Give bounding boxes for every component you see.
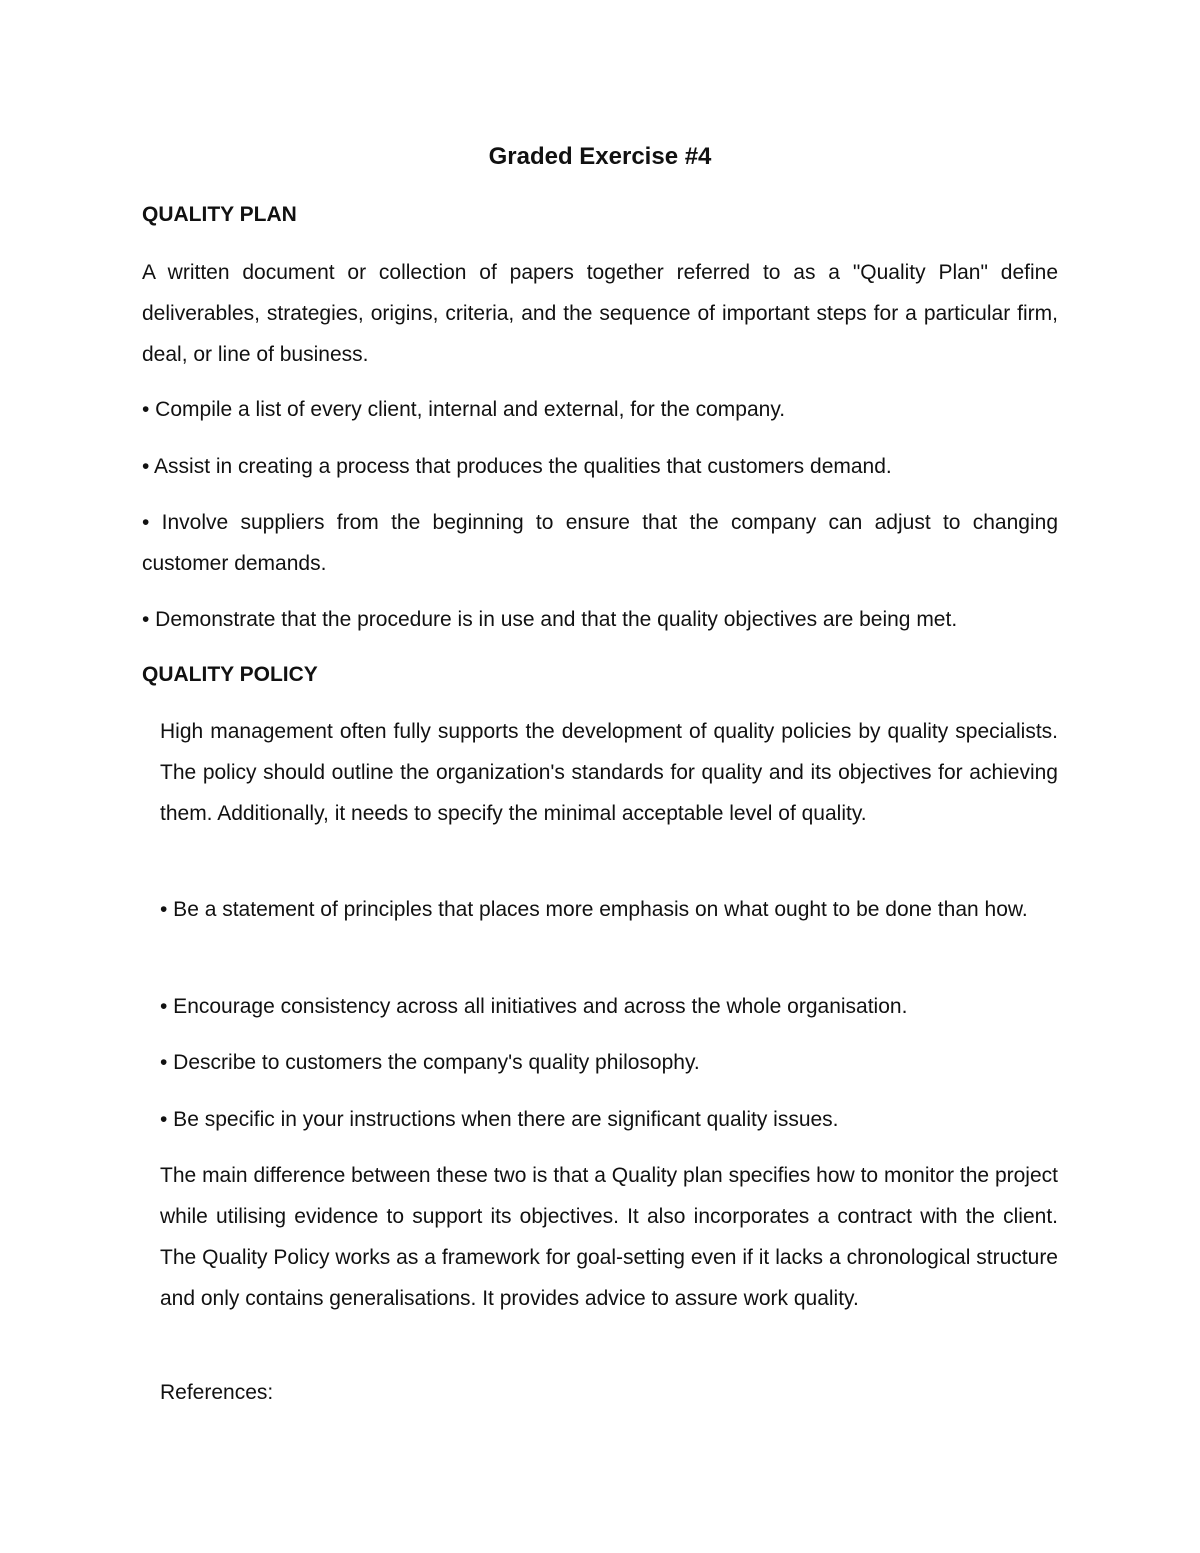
quality-policy-bullet-1: • Be a statement of principles that places more emphasis on what ought to be done than how. [160,898,1028,921]
quality-policy-bullet-4: • Be specific in your instructions when there are significant quality issues. [160,1108,839,1131]
quality-plan-intro: A written document or collection of papers together referred to as a "Quality Plan" define deliverables, strategies, origins, criteria, and the sequence of important steps for a particular firm, deal, or line of business. [142,261,1058,366]
document-title: Graded Exercise #4 [488,143,712,170]
quality-policy-bullet-2: • Encourage consistency across all initiatives and across the whole organisation. [160,995,908,1018]
quality-plan-bullet-1: • Compile a list of every client, internal and external, for the company. [142,398,786,421]
quality-plan-bullet-3: • Involve suppliers from the beginning to ensure that the company can adjust to changing customer demands. [142,511,1058,575]
quality-plan-bullet-2: • Assist in creating a process that produces the qualities that customers demand. [142,455,892,478]
quality-plan-bullet-4: • Demonstrate that the procedure is in use and that the quality objectives are being met. [142,608,958,631]
quality-policy-intro: High management often fully supports the development of quality policies by quality specialists. The policy should outline the organization's standards for quality and its objectives for achieving them. Additionally, it needs to specify the minimal acceptable level of quality. [160,720,1058,825]
quality-plan-heading: QUALITY PLAN [142,203,297,226]
quality-policy-bullet-3: • Describe to customers the company's quality philosophy. [160,1051,700,1074]
comparison-paragraph: The main difference between these two is that a Quality plan specifies how to monitor the project while utilising evidence to support its objectives. It also incorporates a contract with the client. The Quality Policy works as a framework for goal-setting even if it lacks a chronological structure and only contains generalisations. It provides advice to assure work quality. [160,1164,1058,1310]
references-label: References: [160,1381,274,1404]
quality-policy-heading: QUALITY POLICY [142,663,318,686]
